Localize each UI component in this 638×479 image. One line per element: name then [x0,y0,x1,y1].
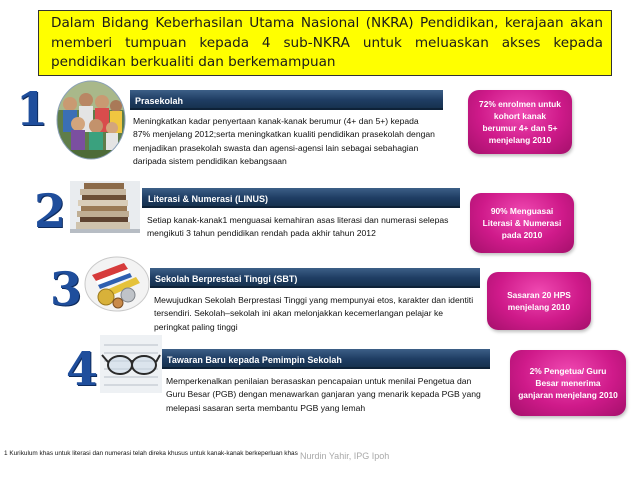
item-2-target-text: 90% Menguasai Literasi & Numerasi pada 2010 [482,206,562,240]
item-1-target-badge [468,90,572,154]
item-4-title: Tawaran Baru kepada Pemimpin Sekolah [167,355,342,365]
medals-photo-icon [84,255,150,313]
footnote: 1 Kurikulum khas untuk literasi dan numerasi telah direka khusus untuk kanak-kanak berkeperluan khas [4,450,298,457]
item-3-title: Sekolah Berprestasi Tinggi (SBT) [155,274,298,284]
item-1-target-text: 72% enrolmen untuk kohort kanak berumur 4+ dan 5+ menjelang 2010 [479,99,561,145]
item-3-target-text: Sasaran 20 HPS menjelang 2010 [507,290,571,312]
item-3-target-badge [487,272,591,330]
item-1-number: 1 [16,82,49,136]
item-2-title: Literasi & Numerasi (LINUS) [148,194,269,204]
item-3-number: 3 [50,262,83,316]
book-stack-photo-icon [70,181,140,233]
glasses-document-photo-icon [100,335,162,393]
item-1-description: Meningkatkan kadar penyertaan kanak-kanak berumur (4+ dan 5+) kepada 87% menjelang 2012;serta meningkatkan kualiti pendidikan prasekolah dengan menjadikan prasekolah swasta dan agensi-agensi lain sebagai sebahagian daripada sistem pendidikan kebangsaan [133,116,435,166]
header-text: Dalam Bidang Keberhasilan Utama Nasional (NKRA) Pendidikan, kerajaan akan memberi tumpuan kepada 4 sub-NKRA untuk meluaskan akses kepada pendidikan berkualiti dan berkemampuan [51,15,603,70]
item-4-number: 4 [66,342,99,396]
item-2-description: Setiap kanak-kanak1 menguasai kemahiran asas literasi dan numerasi selepas mengikuti 3 tahun pendidikan rendah pada akhir tahun 2012 [147,215,449,239]
item-4-description: Memperkenalkan penilaian berasaskan pencapaian untuk menilai Pengetua dan Guru Besar (PGB) dengan menawarkan ganjaran yang menarik kepada PGB yang melepasi sasaran serta membantu PGB yang lemah [166,376,481,413]
header-banner [38,10,612,76]
item-3-description: Mewujudkan Sekolah Berprestasi Tinggi yang mempunyai etos, karakter dan identiti tersendiri. Sekolah–sekolah ini akan melonjakkan kecemerlangan pelajar ke peringkat paling tinggi [154,295,474,332]
children-group-photo-icon [56,80,126,160]
item-4-target-text: 2% Pengetua/ Guru Besar menerima ganjaran menjelang 2010 [518,366,618,400]
item-4-target-badge [510,350,626,416]
author-watermark: Nurdin Yahir, IPG Ipoh [300,451,390,461]
item-2-number: 2 [34,184,67,238]
item-2-target-badge [470,193,574,253]
item-1-title: Prasekolah [135,96,184,106]
